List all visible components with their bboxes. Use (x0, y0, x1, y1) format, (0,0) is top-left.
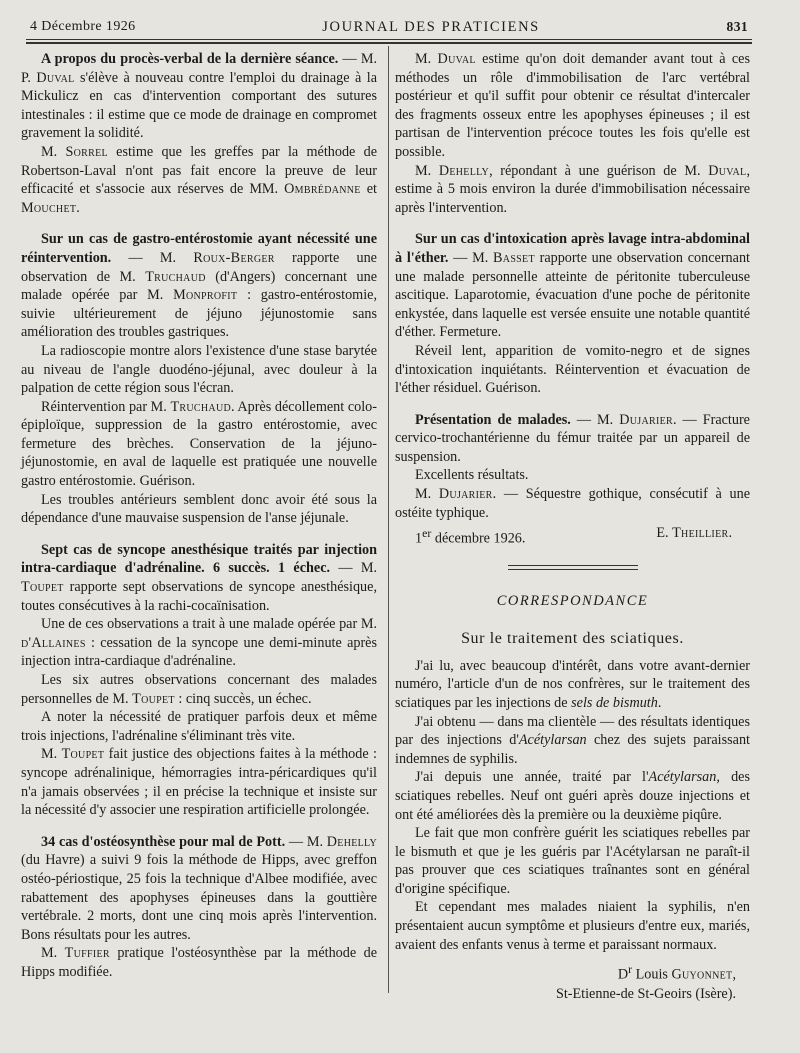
letter-paragraph-4: Le fait que mon confrère guérit les sciatiques rebelles par le bismuth et que je les guéris par l'Acétylarsan ne paraît-il pas prouver que ces sciatiques traînantes sont en général d'origine spécifique. (395, 825, 750, 897)
paragraph-radioscopie: La radioscopie montre alors l'existence d'une stase barytée au niveau de l'angle duodéno-jéjunal, avec douleur à la palpation de cette région sous l'écran. (21, 342, 377, 397)
dateline (395, 524, 750, 548)
paragraph-toupet-justice: M. Toupet fait justice des objections faites à la méthode : syncope adrénalinique, hémorragies intra-péricardiques qu'il n'a jamais observées ; il en précise la technique et insiste sur la nécessité d'y associer une respiration artificielle prolongée. (21, 746, 377, 819)
letter-paragraph-1: J'ai lu, avec beaucoup d'intérêt, dans votre avant-dernier numéro, l'article d'un de nos confrères, sur le traitement des sciatiques par les injections de sels de bismuth. (395, 657, 750, 711)
report-date: 1er décembre 1926. (415, 526, 526, 547)
signature-name: $D^r$ Louis Guyonnet, (617, 962, 736, 983)
paragraph-six-observations: Les six autres observations concernant des malades personnelles de M. Toupet : cinq succès, un échec. (21, 672, 377, 707)
paragraph-syncope: Sept cas de syncope anesthésique traités par injection intra-cardiaque d'adrénaline. 6 succès. 1 échec. — M. Toupet rapporte sept observations de syncope anesthésique, toutes consécutives à la rachi-cocaïnisation. (21, 541, 377, 614)
letter-paragraph-3: J'ai depuis une année, traité par l'Acétylarsan, des sciatiques rebelles. Neuf ont guéri après douze injections et ont été améliorées dès la première ou la deuxième piqûre. (395, 769, 750, 823)
letter-paragraph-5: Et cependant mes malades niaient la syphilis, n'en présentaient aucun symptôme et plusieurs d'entre eux, mariés, avaient des enfants venus à terme et paraissant normaux. (395, 899, 750, 953)
letter-paragraph-2: J'ai obtenu — dans ma clientèle — des résultats identiques par des injections d'Acétylarsan chez des sujets paraissant indemnes de syphilis. (395, 713, 750, 767)
paragraph-troubles: Les troubles antérieurs semblent donc avoir été sous la dépendance d'une mauvaise suspension de l'anse jéjunale. (21, 491, 377, 527)
signature-place: St-Etienne-de St-Geoirs (Isère). (555, 985, 736, 1002)
paragraph-dehelly: M. Dehelly, répondant à une guérison de M. Duval, estime à 5 mois environ la durée d'immobilisation nécessaire après l'intervention. (395, 162, 750, 216)
left-column (21, 50, 377, 982)
right-column (395, 50, 750, 1003)
paragraph-tuffier: M. Tuffier pratique l'ostéosynthèse par la méthode de Hipps modifiée. (21, 945, 377, 980)
paragraph-gastro-enterostomie: Sur un cas de gastro-entérostomie ayant nécessité une réintervention. — M. Roux-Berger rapporte une observation de M. Truchaud (d'Angers) concernant une malade opérée par M. Monprofit : gastro-entérostomie, suivie ultérieurement de jéjuno jéjunostomie sans amélioration des troubles gastriques. (21, 231, 377, 341)
paragraph-sequestre: M. Dujarier. — Séquestre gothique, consécutif à une ostéite typhique. (395, 486, 751, 521)
paragraph-excellents: Excellents résultats. (415, 467, 529, 484)
paragraph-sorrel: M. Sorrel estime que les greffes par la méthode de Robertson-Laval n'ont pas fait encore la preuve de leur efficacité et s'associe aux réserves de MM. Ombrédanne et Mouchet. (21, 143, 377, 216)
section-divider (508, 565, 638, 570)
paragraph-presentation: Présentation de malades. — M. Dujarier. — Fracture cervico-trochantérienne du fémur traitée par un appareil de suspension. (395, 411, 750, 465)
paragraph-osteosynthese: 34 cas d'ostéosynthèse pour mal de Pott. — M. Dehelly (du Havre) a suivi 9 fois la méthode de Hipps, avec greffon ostéo-périostique, 25 fois la technique d'Albee modifiée, avec rabattement des apophyses épineuses dans la gouttière vertébrale. 2 morts, dont une cinq mois après l'intervention. Bons résultats pour les autres. (21, 833, 377, 943)
report-author: E. Theillier. (656, 525, 732, 542)
letter-signature (395, 960, 750, 1003)
paragraph-intoxication: Sur un cas d'intoxication après lavage intra-abdominal à l'éther. — M. Basset rapporte une observation concernant une malade personnelle atteinte de péritonite tuberculeuse ascitique. Laparotomie, évacuation d'une poche de péritonite enkystée, dans laquelle est versée ensuite une notable quantité d'éther. Fermeture. (395, 231, 750, 341)
page-number: 831 (726, 19, 748, 34)
article-title: Sur le traitement des sciatiques. (461, 630, 684, 648)
column-divider (388, 46, 389, 993)
paragraph-allaines: Une de ces observations a trait à une malade opérée par M. d'Allaines : cessation de la syncope une demi-minute après injection intra-cardiaque d'adrénaline. (21, 616, 377, 670)
page-header (30, 16, 748, 38)
section-heading: CORRESPONDANCE (496, 592, 649, 609)
header-date: 4 Décembre 1926 (30, 19, 136, 34)
paragraph-injections: A noter la nécessité de pratiquer parfois deux et même trois injections, l'adrénaline s'éliminant très vite. (21, 709, 377, 744)
paragraph-reintervention: Réintervention par M. Truchaud. Après décollement colo-épiploïque, suppression de la gastro entérostomie, avec fermeture des brèches. Conservation de la jéjuno-jéjunostomie, en aval de laquelle est pratiquée une nouvelle gastro entérostomie. Guérison. (21, 398, 377, 490)
header-rule (26, 39, 752, 44)
paragraph-proces-verbal: A propos du procès-verbal de la dernière séance. — M. P. Duval s'élève à nouveau contre l'emploi du drainage à la Mickulicz en cas d'intervention comportant des sutures intestinales : il estime que ce mode de drainage en compromet gravement la solidité. (21, 51, 377, 142)
journal-title: JOURNAL DES PRATICIENS (322, 18, 540, 35)
paragraph-reveil: Réveil lent, apparition de vomito-negro et de signes d'intoxication inquiétants. Réintervention et évacuation de l'éther résiduel. Guérison. (395, 342, 750, 397)
paragraph-duval: M. Duval estime qu'on doit demander avant tout à ces méthodes un rôle d'immobilisation de l'arc vertébral postérieur et qu'il suffit pour obtenir ce résultat d'intercaler des fragments osseux entre les apophyses épineuses ; il est partisan de l'intervention précoce toutes les fois qu'elle est possible. (395, 51, 750, 160)
